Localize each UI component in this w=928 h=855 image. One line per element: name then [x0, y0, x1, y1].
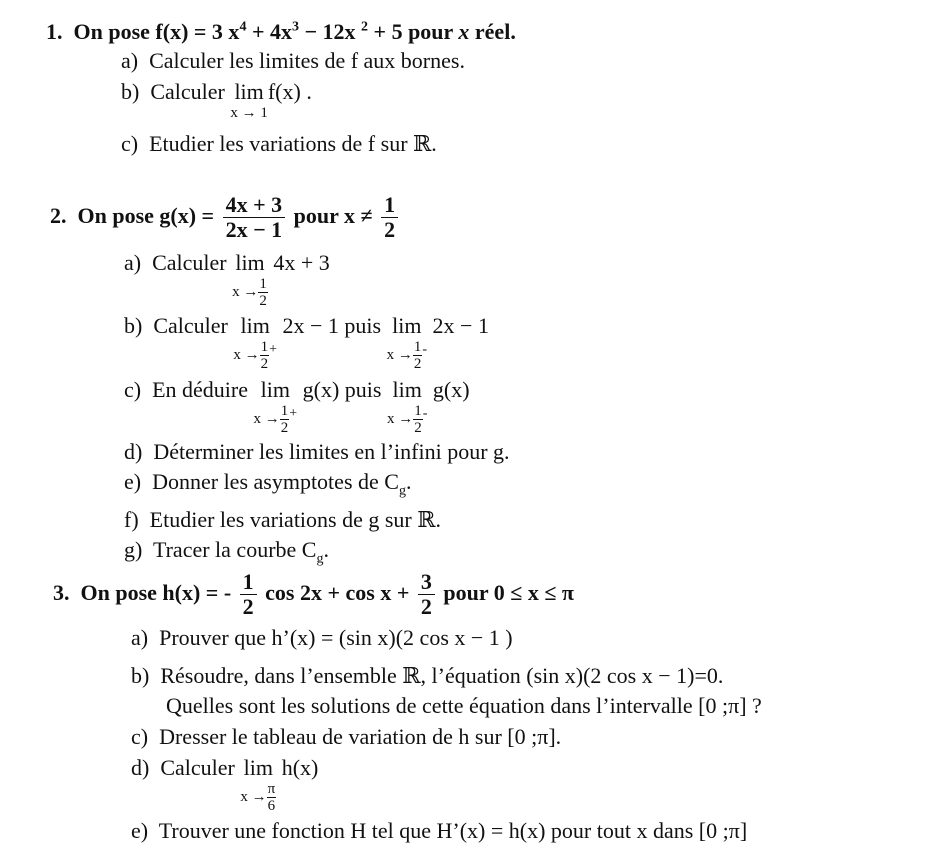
lim-arrow: x →	[386, 346, 413, 363]
side-minus: -	[422, 341, 428, 357]
ex2-item-b	[124, 313, 489, 372]
frac-numerator: 1	[280, 403, 289, 419]
lim-word: lim	[243, 755, 273, 780]
ex3-fraction-1	[240, 570, 257, 619]
frac-denominator: 2	[259, 293, 267, 309]
lim-subscript: x → 1	[230, 105, 268, 121]
ex2-e-sub: g	[398, 483, 406, 499]
ex1-exp-2: 2	[361, 19, 369, 35]
ex1-title-expr: f(x) = 3 x	[155, 19, 240, 44]
ex1-title	[46, 19, 516, 45]
ex1-item-c	[121, 131, 437, 157]
ex2-c-label: c)	[124, 377, 142, 402]
frac-denominator: 2	[413, 356, 422, 372]
ex3-number: 3.	[53, 580, 70, 605]
ex1-b-limit	[230, 79, 268, 121]
lim-subscript	[233, 339, 277, 372]
ex3-b-text: Résoudre, dans l’ensemble ℝ, l’équation (sin x)(2 cos x − 1)=0.	[160, 663, 724, 688]
lim-half	[260, 339, 270, 372]
frac-denominator: 2	[242, 594, 254, 620]
ex1-c-text: Etudier les variations de f sur ℝ.	[149, 131, 437, 156]
frac-numerator: 1	[381, 193, 398, 218]
lim-arrow: x →	[253, 410, 280, 427]
frac-numerator: 1	[260, 339, 269, 355]
ex2-b-limit-plus	[233, 313, 277, 372]
ex3-item-b-cont	[166, 693, 762, 719]
lim-word: lim	[260, 377, 290, 402]
ex2-g-sub: g	[316, 551, 324, 567]
frac-numerator: 1	[413, 339, 422, 355]
lim-subscript	[240, 781, 276, 814]
ex2-c-tail: g(x)	[432, 377, 470, 402]
lim-pi-over-6	[267, 781, 277, 814]
frac-denominator: 2	[280, 420, 289, 436]
ex2-title-pre: On pose g(x) =	[77, 203, 215, 228]
frac-denominator: 2	[260, 356, 269, 372]
frac-numerator: 1	[240, 570, 257, 595]
ex1-exp-4: 4	[239, 19, 247, 35]
ex1-title-pre: On pose	[73, 19, 156, 44]
frac-denominator: 2	[414, 420, 422, 436]
ex3-title-pre: On pose h(x) = -	[80, 580, 232, 605]
lim-word: lim	[392, 313, 422, 338]
ex3-b-text2: Quelles sont les solutions de cette équation dans l’intervalle [0 ;π] ?	[166, 693, 762, 718]
ex1-exp-3: 3	[291, 19, 299, 35]
ex2-f-text: Etudier les variations de g sur ℝ.	[149, 507, 442, 532]
ex2-b-label: b)	[124, 313, 143, 338]
ex1-term4: + 5 pour	[368, 19, 459, 44]
lim-arrow: x →	[386, 410, 414, 427]
ex1-b-tail: f(x) .	[267, 79, 312, 104]
ex2-c-limit-plus	[254, 377, 298, 436]
ex2-item-f	[124, 507, 441, 533]
ex1-term3: − 12x	[298, 19, 362, 44]
ex3-e-text: Trouver une fonction H tel que H’(x) = h(x) pour tout x dans [0 ;π]	[158, 818, 748, 843]
ex2-f-label: f)	[124, 507, 139, 532]
ex2-c-limit-minus	[387, 377, 427, 436]
ex1-item-b	[121, 79, 312, 121]
ex3-d-tail: h(x)	[281, 755, 319, 780]
ex2-c-mid: g(x) puis	[302, 377, 382, 402]
ex2-a-label: a)	[124, 250, 142, 275]
ex3-fraction-2	[418, 570, 435, 619]
lim-arrow: x →	[232, 283, 259, 300]
lim-word: lim	[234, 79, 264, 104]
frac-numerator: 3	[418, 570, 435, 595]
ex1-item-a	[121, 48, 465, 74]
lim-half	[413, 339, 423, 372]
ex2-number: 2.	[50, 203, 67, 228]
lim-word: lim	[240, 313, 270, 338]
lim-arrow: x →	[240, 788, 267, 805]
ex1-c-label: c)	[121, 131, 139, 156]
ex2-item-e	[124, 469, 412, 499]
lim-arrow: x →	[233, 346, 260, 363]
ex3-a-label: a)	[131, 625, 149, 650]
ex3-d-limit	[240, 755, 276, 814]
ex2-item-a	[124, 250, 330, 309]
ex2-item-c	[124, 377, 470, 436]
ex2-b-text: Calculer	[153, 313, 228, 338]
frac-denominator: 2	[384, 217, 396, 243]
frac-numerator: 4x + 3	[223, 193, 286, 218]
ex2-half	[381, 193, 398, 242]
frac-denominator: 2x − 1	[225, 217, 283, 243]
ex1-a-text: Calculer les limites de f aux bornes.	[149, 48, 465, 73]
ex2-a-text: Calculer	[152, 250, 227, 275]
ex3-title-mid: cos 2x + cos x +	[265, 580, 410, 605]
ex1-var-x: x	[458, 19, 470, 44]
ex2-item-g	[124, 537, 329, 567]
frac-numerator: 1	[259, 276, 267, 292]
ex1-term5: réel.	[469, 19, 516, 44]
ex3-d-label: d)	[131, 755, 150, 780]
frac-denominator: 2	[420, 594, 432, 620]
ex3-a-text: Prouver que h’(x) = (sin x)(2 cos x − 1 )	[159, 625, 513, 650]
ex1-b-label: b)	[121, 79, 140, 104]
ex2-title	[50, 190, 401, 242]
ex2-e-label: e)	[124, 469, 142, 494]
ex3-item-b	[131, 663, 723, 689]
side-minus: -	[422, 405, 428, 421]
frac-numerator: π	[267, 781, 276, 797]
ex1-number: 1.	[46, 19, 63, 44]
ex3-item-c	[131, 724, 561, 750]
ex1-b-text: Calculer	[150, 79, 225, 104]
ex3-d-text: Calculer	[160, 755, 235, 780]
ex3-item-d	[131, 755, 318, 814]
ex2-g-label: g)	[124, 537, 143, 562]
ex1-term2: + 4x	[246, 19, 292, 44]
side-plus: +	[269, 341, 278, 357]
ex2-item-d	[124, 439, 510, 465]
ex2-e-text: Donner les asymptotes de C	[152, 469, 399, 494]
side-plus: +	[289, 405, 298, 421]
ex2-g-text: Tracer la courbe C	[152, 537, 317, 562]
ex3-title-end: pour 0 ≤ x ≤ π	[443, 580, 574, 605]
lim-half	[258, 276, 268, 309]
ex2-b-limit-minus	[387, 313, 427, 372]
ex3-item-e	[131, 818, 747, 844]
lim-word: lim	[392, 377, 422, 402]
ex2-g-end: .	[323, 537, 329, 562]
ex2-c-text: En déduire	[152, 377, 248, 402]
lim-subscript	[254, 403, 298, 436]
ex2-a-limit	[232, 250, 268, 309]
ex3-c-text: Dresser le tableau de variation de h sur [0 ;π].	[159, 724, 562, 749]
lim-subscript	[232, 276, 268, 309]
ex2-d-text: Déterminer les limites en l’infini pour g.	[153, 439, 510, 464]
ex2-b-mid: 2x − 1 puis	[282, 313, 382, 338]
lim-subscript	[387, 403, 427, 436]
ex2-a-tail: 4x + 3	[273, 250, 330, 275]
ex3-item-a	[131, 625, 513, 651]
ex2-e-end: .	[405, 469, 412, 494]
ex2-fraction	[223, 193, 286, 242]
ex1-a-label: a)	[121, 48, 139, 73]
lim-subscript	[387, 339, 427, 372]
frac-numerator: 1	[414, 403, 422, 419]
ex3-e-label: e)	[131, 818, 149, 843]
ex2-d-label: d)	[124, 439, 143, 464]
frac-denominator: 6	[267, 798, 276, 814]
lim-half	[413, 403, 423, 436]
lim-word: lim	[235, 250, 265, 275]
lim-half	[280, 403, 290, 436]
ex3-title	[53, 567, 574, 619]
ex2-title-mid: pour x ≠	[293, 203, 373, 228]
ex3-b-label: b)	[131, 663, 150, 688]
ex2-b-tail: 2x − 1	[432, 313, 489, 338]
ex3-c-label: c)	[131, 724, 149, 749]
